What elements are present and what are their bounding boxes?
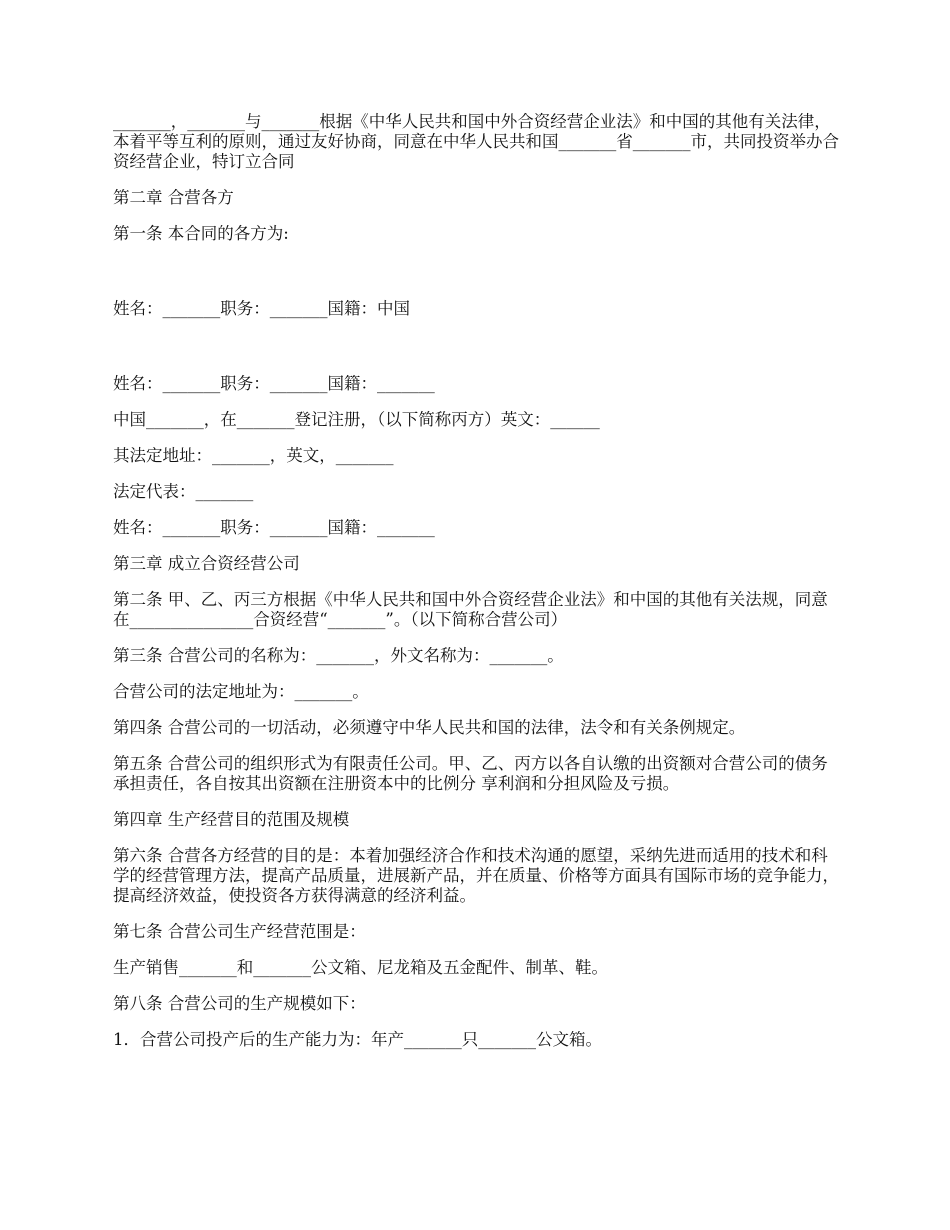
article-7: 第七条 合营公司生产经营范围是： bbox=[113, 922, 366, 941]
article-4: 第四条 合营公司的一切活动，必须遵守中华人民共和国的法律，法令和有关条例规定。 bbox=[113, 718, 746, 737]
article-5: 第五条 合营公司的组织形式为有限责任公司。甲、乙、丙方以各自认缴的出资额对合营公司的债务承担责任，各自按其出资额在注册资本中的比例分 享利润和分担风险及亏损。 bbox=[113, 754, 828, 793]
document-page bbox=[113, 112, 843, 1066]
party-b-representative: 姓名：_______职务：_______国籍：_______ bbox=[113, 374, 435, 393]
company-legal-address: 合营公司的法定地址为：_______。 bbox=[113, 682, 369, 701]
production-capacity-item-1: 1．合营公司投产后的生产能力为：年产_______只_______公文箱。 bbox=[113, 1030, 602, 1049]
article-2: 第二条 甲、乙、丙三方根据《中华人民共和国中外合资经营企业法》和中国的其他有关法规，同意在_______________合资经营“_______”。（以下简称合营公司） bbox=[113, 590, 828, 629]
chapter-4-heading: 第四章 生产经营目的范围及规模 bbox=[113, 810, 350, 829]
chapter-2-heading: 第二章 合营各方 bbox=[113, 188, 234, 207]
article-3: 第三条 合营公司的名称为：_______，外文名称为：_______。 bbox=[113, 646, 564, 665]
party-c-legal-representative: 法定代表：_______ bbox=[113, 482, 254, 501]
business-scope: 生产销售_______和_______公文箱、尼龙箱及五金配件、制革、鞋。 bbox=[113, 958, 608, 977]
article-6: 第六条 合营各方经营的目的是：本着加强经济合作和技术沟通的愿望，采纳先进而适用的技术和科学的经营管理方法，提高产品质量，进展新产品，并在质量、价格等方面具有国际市场的竞争能力，提高经济效益，使投资各方获得满意的经济利益。 bbox=[113, 846, 839, 905]
preamble-paragraph: _______，_______与_______根据《中华人民共和国中外合资经营企业法》和中国的其他有关法律，本着平等互利的原则，通过友好协商，同意在中华人民共和国_______省_______市，共同投资举办合资经营企业，特订立合同 bbox=[113, 112, 839, 171]
article-8: 第八条 合营公司的生产规模如下： bbox=[113, 994, 366, 1013]
chapter-3-heading: 第三章 成立合资经营公司 bbox=[113, 554, 300, 573]
party-c-representative: 姓名：_______职务：_______国籍：_______ bbox=[113, 518, 435, 537]
party-a-representative: 姓名：_______职务：_______国籍：中国 bbox=[113, 299, 410, 318]
party-c-address: 其法定地址：_______，英文，_______ bbox=[113, 446, 394, 465]
article-1-title: 第一条 本合同的各方为: bbox=[113, 224, 289, 243]
party-c-registration: 中国_______，在_______登记注册，（以下简称丙方）英文：______ bbox=[113, 410, 600, 429]
